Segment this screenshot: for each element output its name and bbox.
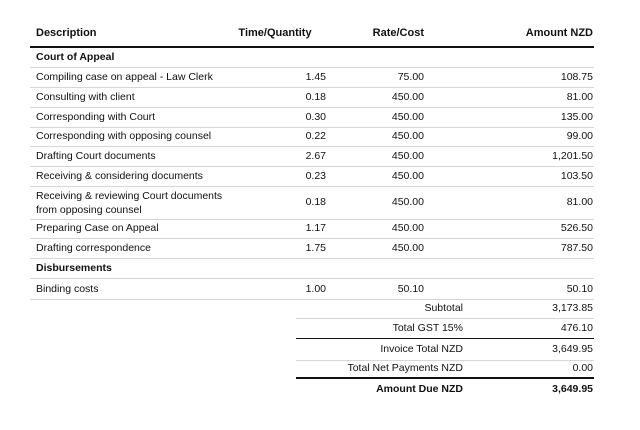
table-header xyxy=(30,27,594,48)
column-header-rate: Rate/Cost xyxy=(372,27,424,39)
item-rate: 75.00 xyxy=(397,71,424,83)
invoice-total-value: 3,649.95 xyxy=(552,343,593,355)
gst-value: 476.10 xyxy=(560,322,593,334)
item-amount: 787.50 xyxy=(560,242,593,254)
item-quantity: 1.00 xyxy=(305,283,326,295)
item-quantity: 2.67 xyxy=(305,150,326,162)
net-payments-label: Total Net Payments NZD xyxy=(347,362,463,374)
item-description: Corresponding with Court xyxy=(36,111,156,123)
column-header-quantity: Time/Quantity xyxy=(238,27,312,39)
item-amount: 103.50 xyxy=(560,170,593,182)
item-description: Binding costs xyxy=(36,283,99,295)
net-payments-row xyxy=(296,362,594,378)
item-rate: 450.00 xyxy=(391,130,424,142)
subtotal-value: 3,173.85 xyxy=(552,302,593,314)
item-rate: 450.00 xyxy=(391,91,424,103)
item-quantity: 0.30 xyxy=(305,111,326,123)
item-description: Receiving & considering documents xyxy=(36,170,203,182)
item-amount: 108.75 xyxy=(560,71,593,83)
table-row xyxy=(30,170,594,187)
item-rate: 450.00 xyxy=(391,222,424,234)
section-title: Court of Appeal xyxy=(36,51,115,63)
item-rate: 450.00 xyxy=(391,242,424,254)
amount-due-label: Amount Due NZD xyxy=(376,383,463,395)
amount-due-row xyxy=(296,377,594,400)
amount-due-value: 3,649.95 xyxy=(552,383,593,395)
column-header-amount: Amount NZD xyxy=(525,27,593,39)
invoice-total-row xyxy=(296,338,594,361)
item-description: Compiling case on appeal - Law Clerk xyxy=(36,71,213,83)
invoice-total-label: Invoice Total NZD xyxy=(380,343,463,355)
item-description: Drafting correspondence xyxy=(36,242,151,254)
section-title: Disbursements xyxy=(36,262,112,274)
item-rate: 450.00 xyxy=(391,111,424,123)
item-rate: 450.00 xyxy=(391,196,424,208)
table-row xyxy=(30,130,594,147)
item-description: Consulting with client xyxy=(36,91,135,103)
table-row xyxy=(30,111,594,128)
table-row xyxy=(30,150,594,167)
item-amount: 1,201.50 xyxy=(552,150,593,162)
table-row xyxy=(30,189,594,220)
item-quantity: 0.18 xyxy=(305,196,326,208)
item-rate: 450.00 xyxy=(391,150,424,162)
item-amount: 135.00 xyxy=(560,111,593,123)
gst-label: Total GST 15% xyxy=(392,322,463,334)
column-header-description: Description xyxy=(36,27,97,39)
item-description: Drafting Court documents xyxy=(36,150,156,162)
item-quantity: 1.17 xyxy=(305,222,326,234)
item-quantity: 0.23 xyxy=(305,170,326,182)
item-quantity: 0.22 xyxy=(305,130,326,142)
item-description: Receiving & reviewing Court documents from opposing counsel xyxy=(36,190,223,216)
subtotal-row xyxy=(296,302,594,319)
item-amount: 81.00 xyxy=(566,196,593,208)
gst-row xyxy=(296,322,594,338)
item-quantity: 0.18 xyxy=(305,91,326,103)
net-payments-value: 0.00 xyxy=(572,362,593,374)
subtotal-label: Subtotal xyxy=(424,302,463,314)
item-quantity: 1.75 xyxy=(305,242,326,254)
section-heading-court-of-appeal xyxy=(30,51,594,68)
item-description: Preparing Case on Appeal xyxy=(36,222,159,234)
item-amount: 99.00 xyxy=(566,130,593,142)
table-row xyxy=(30,222,594,239)
table-row xyxy=(30,242,594,259)
table-row xyxy=(30,283,594,300)
item-quantity: 1.45 xyxy=(305,71,326,83)
item-amount: 81.00 xyxy=(566,91,593,103)
table-row xyxy=(30,71,594,88)
item-description: Corresponding with opposing counsel xyxy=(36,130,212,142)
table-row xyxy=(30,91,594,108)
item-amount: 50.10 xyxy=(566,283,593,295)
item-rate: 450.00 xyxy=(391,170,424,182)
section-heading-disbursements xyxy=(30,262,594,279)
item-amount: 526.50 xyxy=(560,222,593,234)
item-rate: 50.10 xyxy=(397,283,424,295)
